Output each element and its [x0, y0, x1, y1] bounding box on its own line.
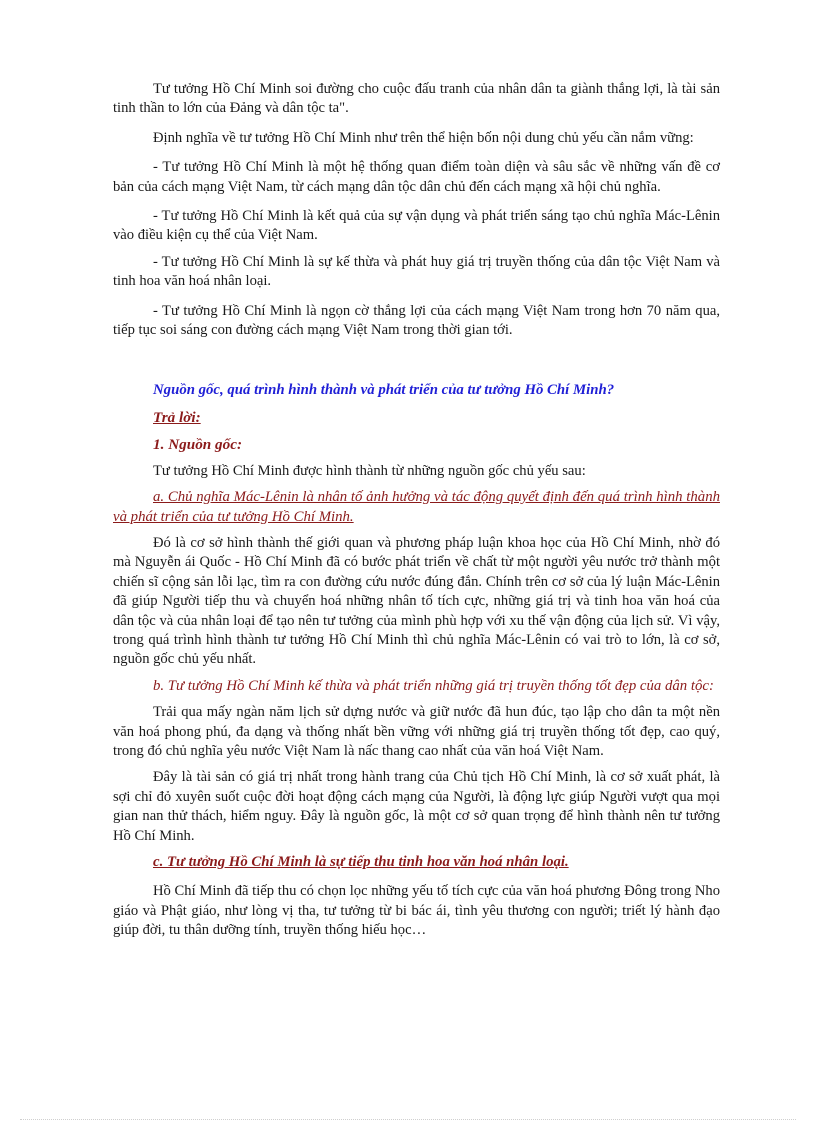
bullet-point-4: - Tư tưởng Hồ Chí Minh là ngọn cờ thắng lợi của cách mạng Việt Nam trong hơn 70 năm qua, tiếp tục soi sáng con đường cách mạng Việt Nam trong thời gian tới.	[113, 302, 720, 339]
paragraph-c: Hồ Chí Minh đã tiếp thu có chọn lọc những yếu tố tích cực của văn hoá phương Đông trong Nho giáo và Phật giáo, như lòng vị tha, tư tưởng từ bi bác ái, tình yêu thương con người; triết lý hành đạo giúp đời, tu thân dưỡng tính, truyền thống hiếu học…	[113, 883, 720, 939]
page-bottom-divider	[20, 1119, 796, 1120]
question-heading: Nguồn gốc, quá trình hình thành và phát triển của tư tưởng Hồ Chí Minh?	[153, 382, 615, 399]
bullet-point-2: - Tư tưởng Hồ Chí Minh là kết quả của sự vận dụng và phát triển sáng tạo chủ nghĩa Mác-Lênin vào điều kiện cụ thể của Việt Nam.	[113, 208, 720, 244]
section-heading-origins: 1. Nguồn gốc:	[153, 436, 243, 454]
bullet-point-3: - Tư tưởng Hồ Chí Minh là sự kế thừa và phát huy giá trị truyền thống của dân tộc Việt Nam và tinh hoa văn hoá nhân loại.	[113, 253, 720, 290]
bullet-point-1: - Tư tưởng Hồ Chí Minh là một hệ thống quan điểm toàn diện và sâu sắc về những vấn đề cơ bản của cách mạng Việt Nam, từ cách mạng dân tộc dân chủ đến cách mạng xã hội chủ nghĩa.	[113, 159, 720, 195]
paragraph-b1: Trải qua mấy ngàn năm lịch sử dựng nước và giữ nước đã hun đúc, tạo lập cho dân ta một nền văn hoá phong phú, đa dạng và thống nhất bền vững với những giá trị truyền thống tốt đẹp, cao quý, trong đó chủ nghĩa yêu nước Việt Nam là nấc thang cao nhất của văn hoá Việt Nam.	[113, 704, 720, 759]
paragraph-b2: Đây là tài sản có giá trị nhất trong hành trang của Chủ tịch Hồ Chí Minh, là cơ sở xuất phát, là sợi chỉ đỏ xuyên suốt cuộc đời hoạt động cách mạng của Người, là động lực giúp Người vượt qua mọi gian nan thử thách, hiểm nguy. Đây là nguồn gốc, là một cơ sở quan trọng để hình thành nên tư tưởng Hồ Chí Minh.	[113, 769, 720, 844]
paragraph-conclusion: Tư tưởng Hồ Chí Minh soi đường cho cuộc đấu tranh của nhân dân ta giành thắng lợi, là tài sản tinh thần to lớn của Đảng và dân tộc ta".	[113, 81, 720, 117]
paragraph-a: Đó là cơ sở hình thành thế giới quan và phương pháp luận khoa học của Hồ Chí Minh, nhờ đó mà Nguyễn ái Quốc - Hồ Chí Minh đã có bước phát triển về chất từ một người yêu nước trở thành một chiến sĩ cộng sản lỗi lạc, tìm ra con đường cứu nước đúng đắn. Chính trên cơ sở của lý luận Mác-Lênin đã giúp Người tiếp thu và chuyển hoá những nhân tố tích cực, những giá trị và tinh hoa văn hoá của dân tộc và của nhân loại để tạo nên tư tưởng của mình phù hợp với xu thế vận động của lịch sử. Vì vậy, trong quá trình hình thành tư tưởng Hồ Chí Minh thì chủ nghĩa Mác-Lênin có vai trò to lớn, là cơ sở, nguồn gốc chủ yếu nhất.	[113, 534, 720, 668]
subheading-b: b. Tư tưởng Hồ Chí Minh kế thừa và phát triển những giá trị truyền thống tốt đẹp của dân tộc:	[153, 677, 714, 694]
paragraph-definition: Định nghĩa về tư tưởng Hồ Chí Minh như trên thể hiện bốn nội dung chủ yếu cần nắm vững:	[153, 129, 694, 146]
subheading-c: c. Tư tưởng Hồ Chí Minh là sự tiếp thu tinh hoa văn hoá nhân loại.	[153, 854, 569, 870]
paragraph-intro: Tư tưởng Hồ Chí Minh được hình thành từ những nguồn gốc chủ yếu sau:	[153, 462, 586, 479]
subheading-a: a. Chủ nghĩa Mác-Lênin là nhân tố ảnh hưởng và tác động quyết định đến quá trình hình thành và phát triển của tư tưởng Hồ Chí Minh.	[113, 489, 720, 525]
answer-label: Trả lời:	[153, 408, 201, 426]
document-page	[113, 80, 720, 941]
